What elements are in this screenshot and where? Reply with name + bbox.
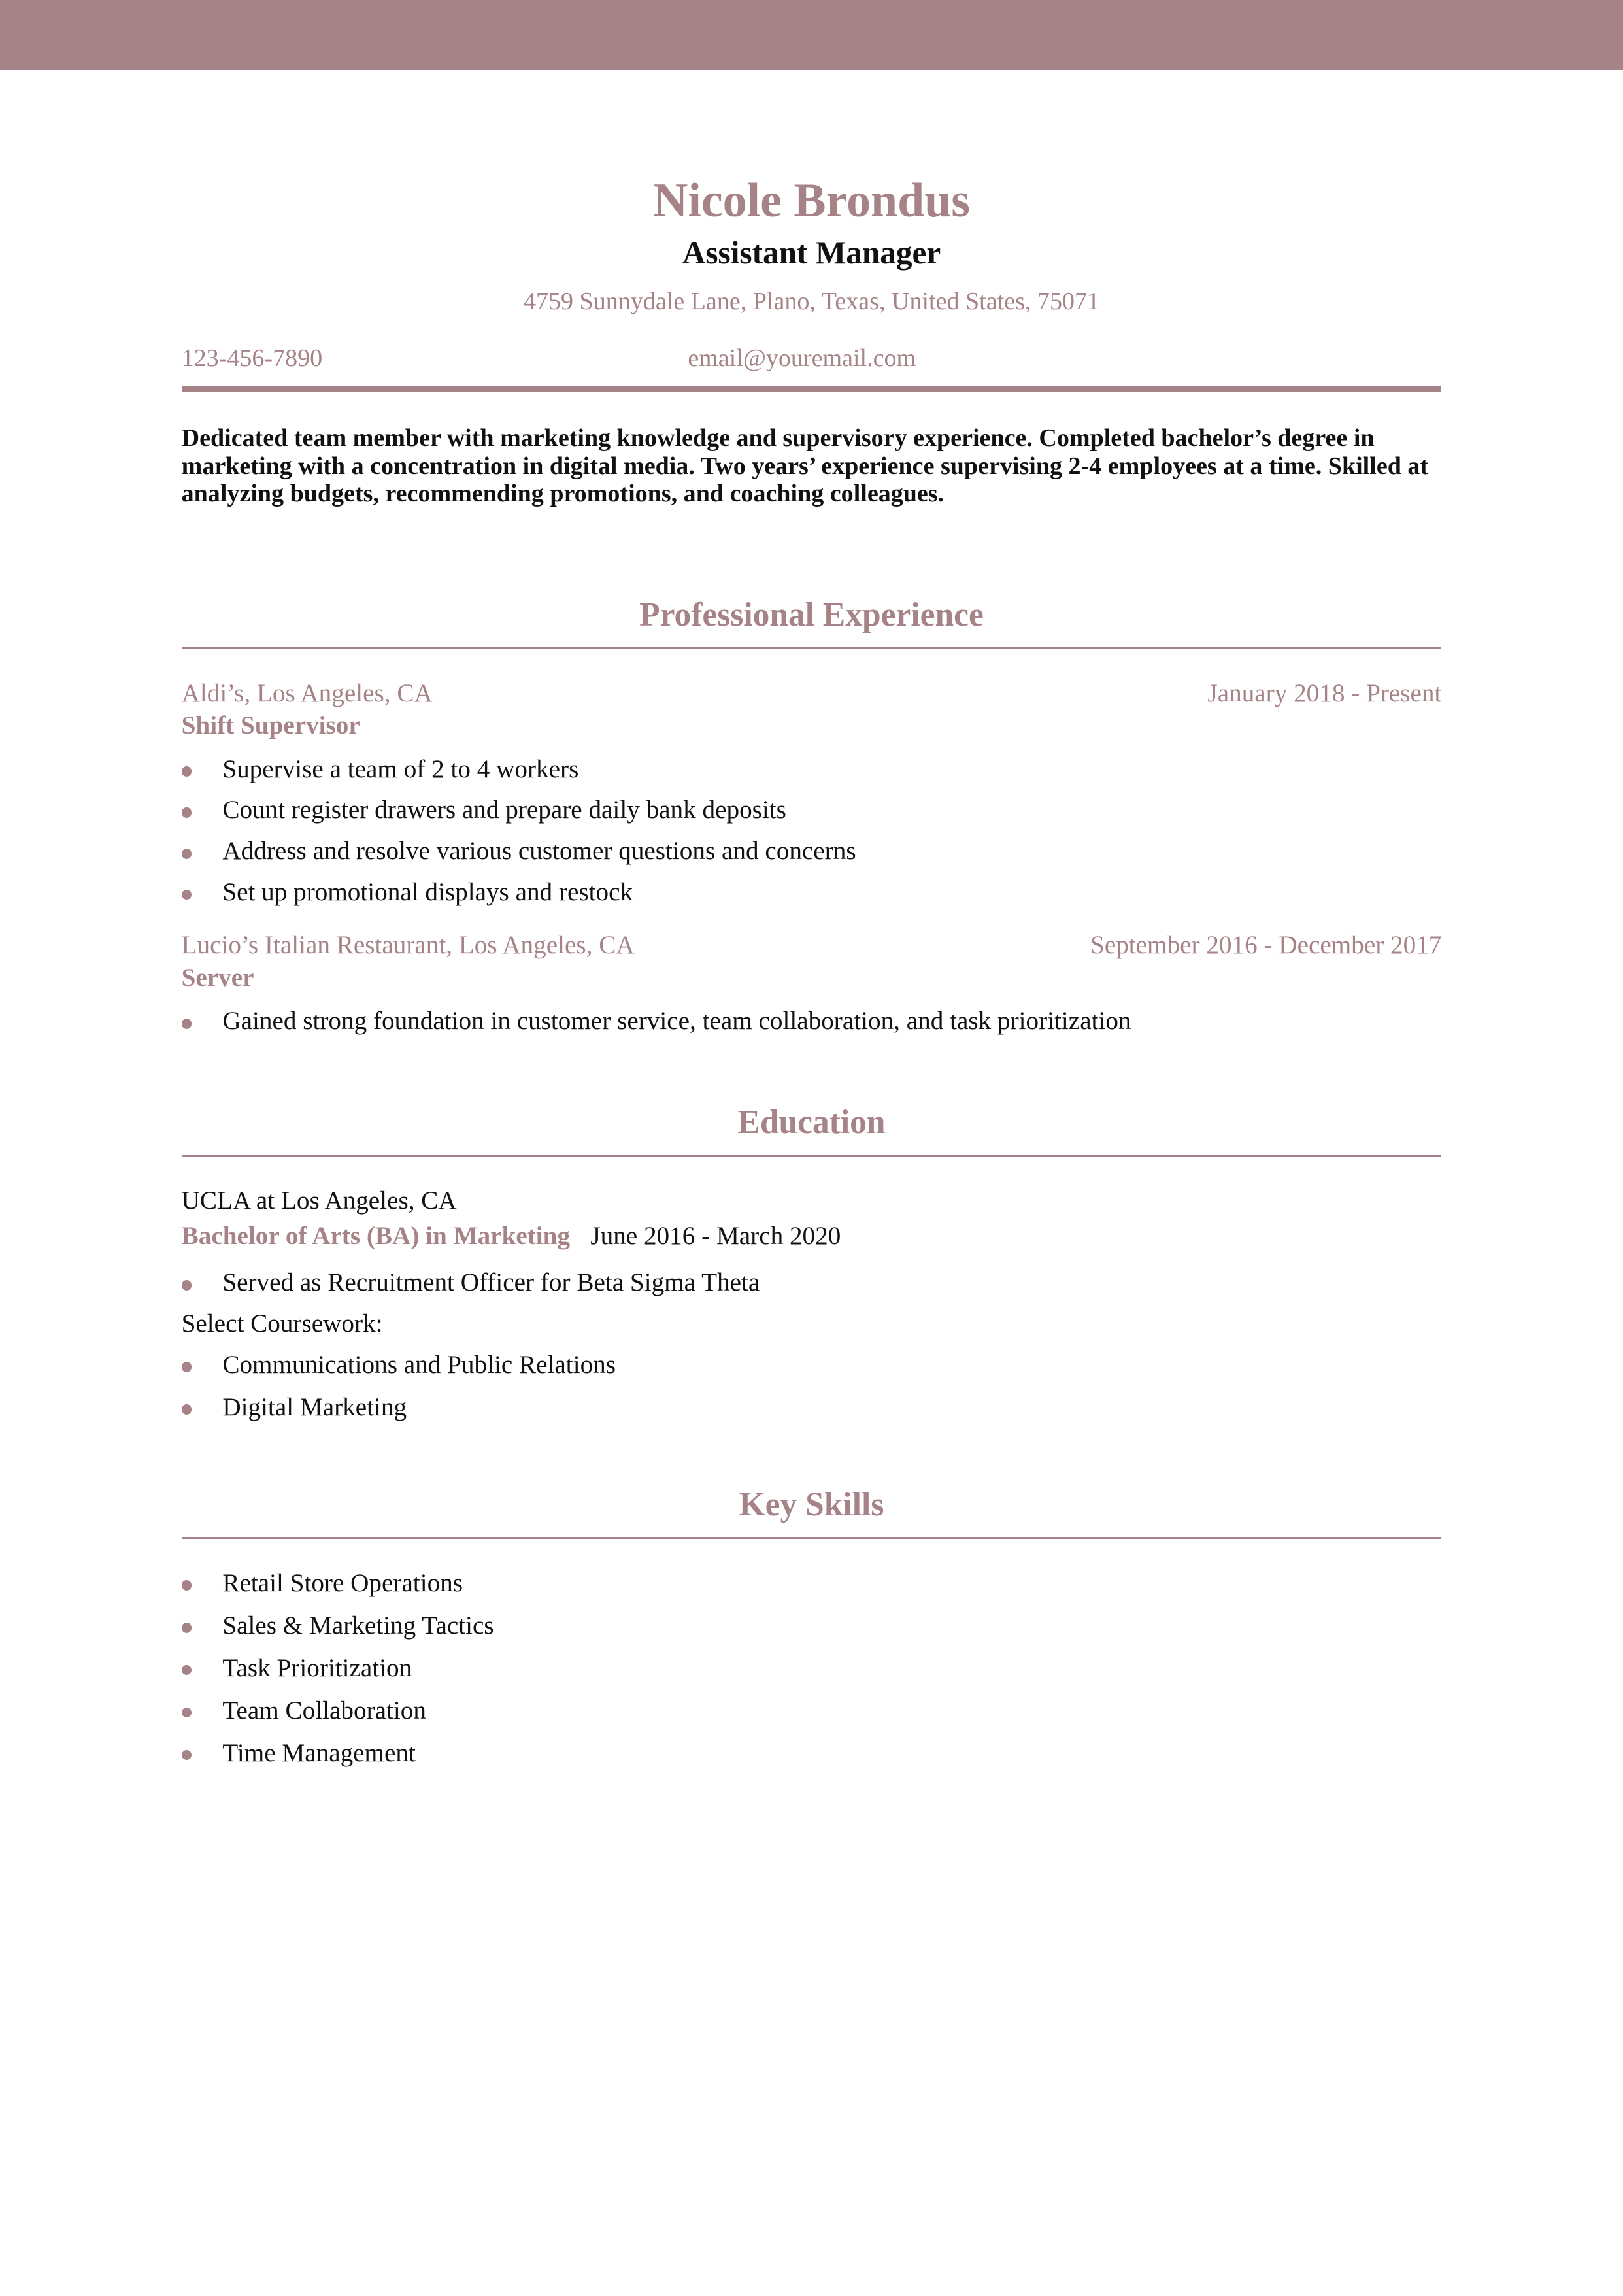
- list-item: [182, 1605, 1442, 1647]
- address: 4759 Sunnydale Lane, Plano, Texas, United States, 75071: [523, 287, 1100, 315]
- job-title: Assistant Manager: [682, 235, 941, 271]
- education-dates: June 2016 - March 2020: [590, 1221, 841, 1250]
- bullet-text: Gained strong foundation in customer service, team collaboration, and task prioritization: [222, 1007, 1131, 1036]
- bullet-icon: [182, 766, 192, 777]
- bullet-icon: [182, 1750, 192, 1761]
- list-item: [182, 1001, 1442, 1042]
- job-dates: September 2016 - December 2017: [1090, 931, 1442, 960]
- education-section: [182, 1099, 1442, 1429]
- list-item: [182, 831, 1442, 872]
- bullet-text: Digital Marketing: [222, 1393, 407, 1422]
- list-item: [182, 1262, 1442, 1304]
- job-role: Shift Supervisor: [181, 711, 360, 740]
- section-divider: [182, 647, 1442, 649]
- skill: Task Prioritization: [222, 1653, 412, 1682]
- email: email@youremail.com: [688, 345, 916, 373]
- bullet-text: Count register drawers and prepare daily bank deposits: [222, 796, 786, 824]
- bullet-icon: [182, 807, 192, 818]
- section-heading: Professional Experience: [639, 596, 984, 633]
- bullet-icon: [182, 1580, 192, 1591]
- bullet-icon: [182, 1362, 192, 1372]
- bullet-icon: [182, 1019, 192, 1029]
- skill: Team Collaboration: [222, 1696, 426, 1725]
- candidate-name: Nicole Brondus: [652, 173, 971, 228]
- summary: Dedicated team member with marketing knowledge and supervisory experience. Completed bachelor’s degree in marketing with a concentration in digital media. Two years’ experience supervising 2-4 employees at a time. Skilled at analyzing budgets, recommending promotions, and coaching colleagues.: [181, 424, 1429, 508]
- job-dates: January 2018 - Present: [1207, 679, 1442, 707]
- bullet-icon: [182, 1665, 192, 1676]
- bullet-text: Served as Recruitment Officer for Beta Sigma Theta: [222, 1268, 760, 1297]
- bullet-icon: [182, 849, 192, 859]
- section-heading: Key Skills: [739, 1485, 884, 1523]
- employer: Aldi’s, Los Angeles, CA: [181, 679, 433, 707]
- list-item: [182, 1690, 1442, 1732]
- list-item: [182, 1647, 1442, 1690]
- coursework-label: Select Coursework:: [181, 1309, 383, 1338]
- degree: Bachelor of Arts (BA) in Marketing: [181, 1221, 571, 1250]
- job-entry: [182, 679, 1442, 913]
- bullet-icon: [182, 890, 192, 900]
- job-role: Server: [181, 963, 254, 992]
- bullet-icon: [182, 1623, 192, 1633]
- list-item: [182, 872, 1442, 913]
- list-item: [182, 1732, 1442, 1775]
- top-accent-bar: [0, 0, 1623, 70]
- list-item: [182, 1562, 1442, 1605]
- skill: Retail Store Operations: [222, 1569, 463, 1598]
- skill: Sales & Marketing Tactics: [222, 1612, 494, 1640]
- header-divider: [182, 386, 1442, 392]
- list-item: [182, 790, 1442, 831]
- skill: Time Management: [222, 1738, 416, 1767]
- list-item: [182, 1344, 1442, 1387]
- school: UCLA at Los Angeles, CA: [181, 1187, 457, 1215]
- phone: 123-456-7890: [181, 345, 323, 373]
- skills-section: [182, 1481, 1442, 1775]
- employer: Lucio’s Italian Restaurant, Los Angeles, CA: [181, 931, 635, 960]
- bullet-text: Set up promotional displays and restock: [222, 877, 633, 906]
- bullet-icon: [182, 1280, 192, 1291]
- section-divider: [182, 1155, 1442, 1157]
- list-item: [182, 749, 1442, 790]
- bullet-text: Communications and Public Relations: [222, 1351, 616, 1379]
- section-divider: [182, 1537, 1442, 1539]
- bullet-text: Address and resolve various customer questions and concerns: [222, 836, 856, 865]
- experience-section: [182, 592, 1442, 1042]
- section-heading: Education: [737, 1104, 886, 1141]
- bullet-icon: [182, 1708, 192, 1718]
- bullet-text: Supervise a team of 2 to 4 workers: [222, 754, 579, 783]
- job-entry: [182, 930, 1442, 1042]
- bullet-icon: [182, 1404, 192, 1415]
- list-item: [182, 1387, 1442, 1429]
